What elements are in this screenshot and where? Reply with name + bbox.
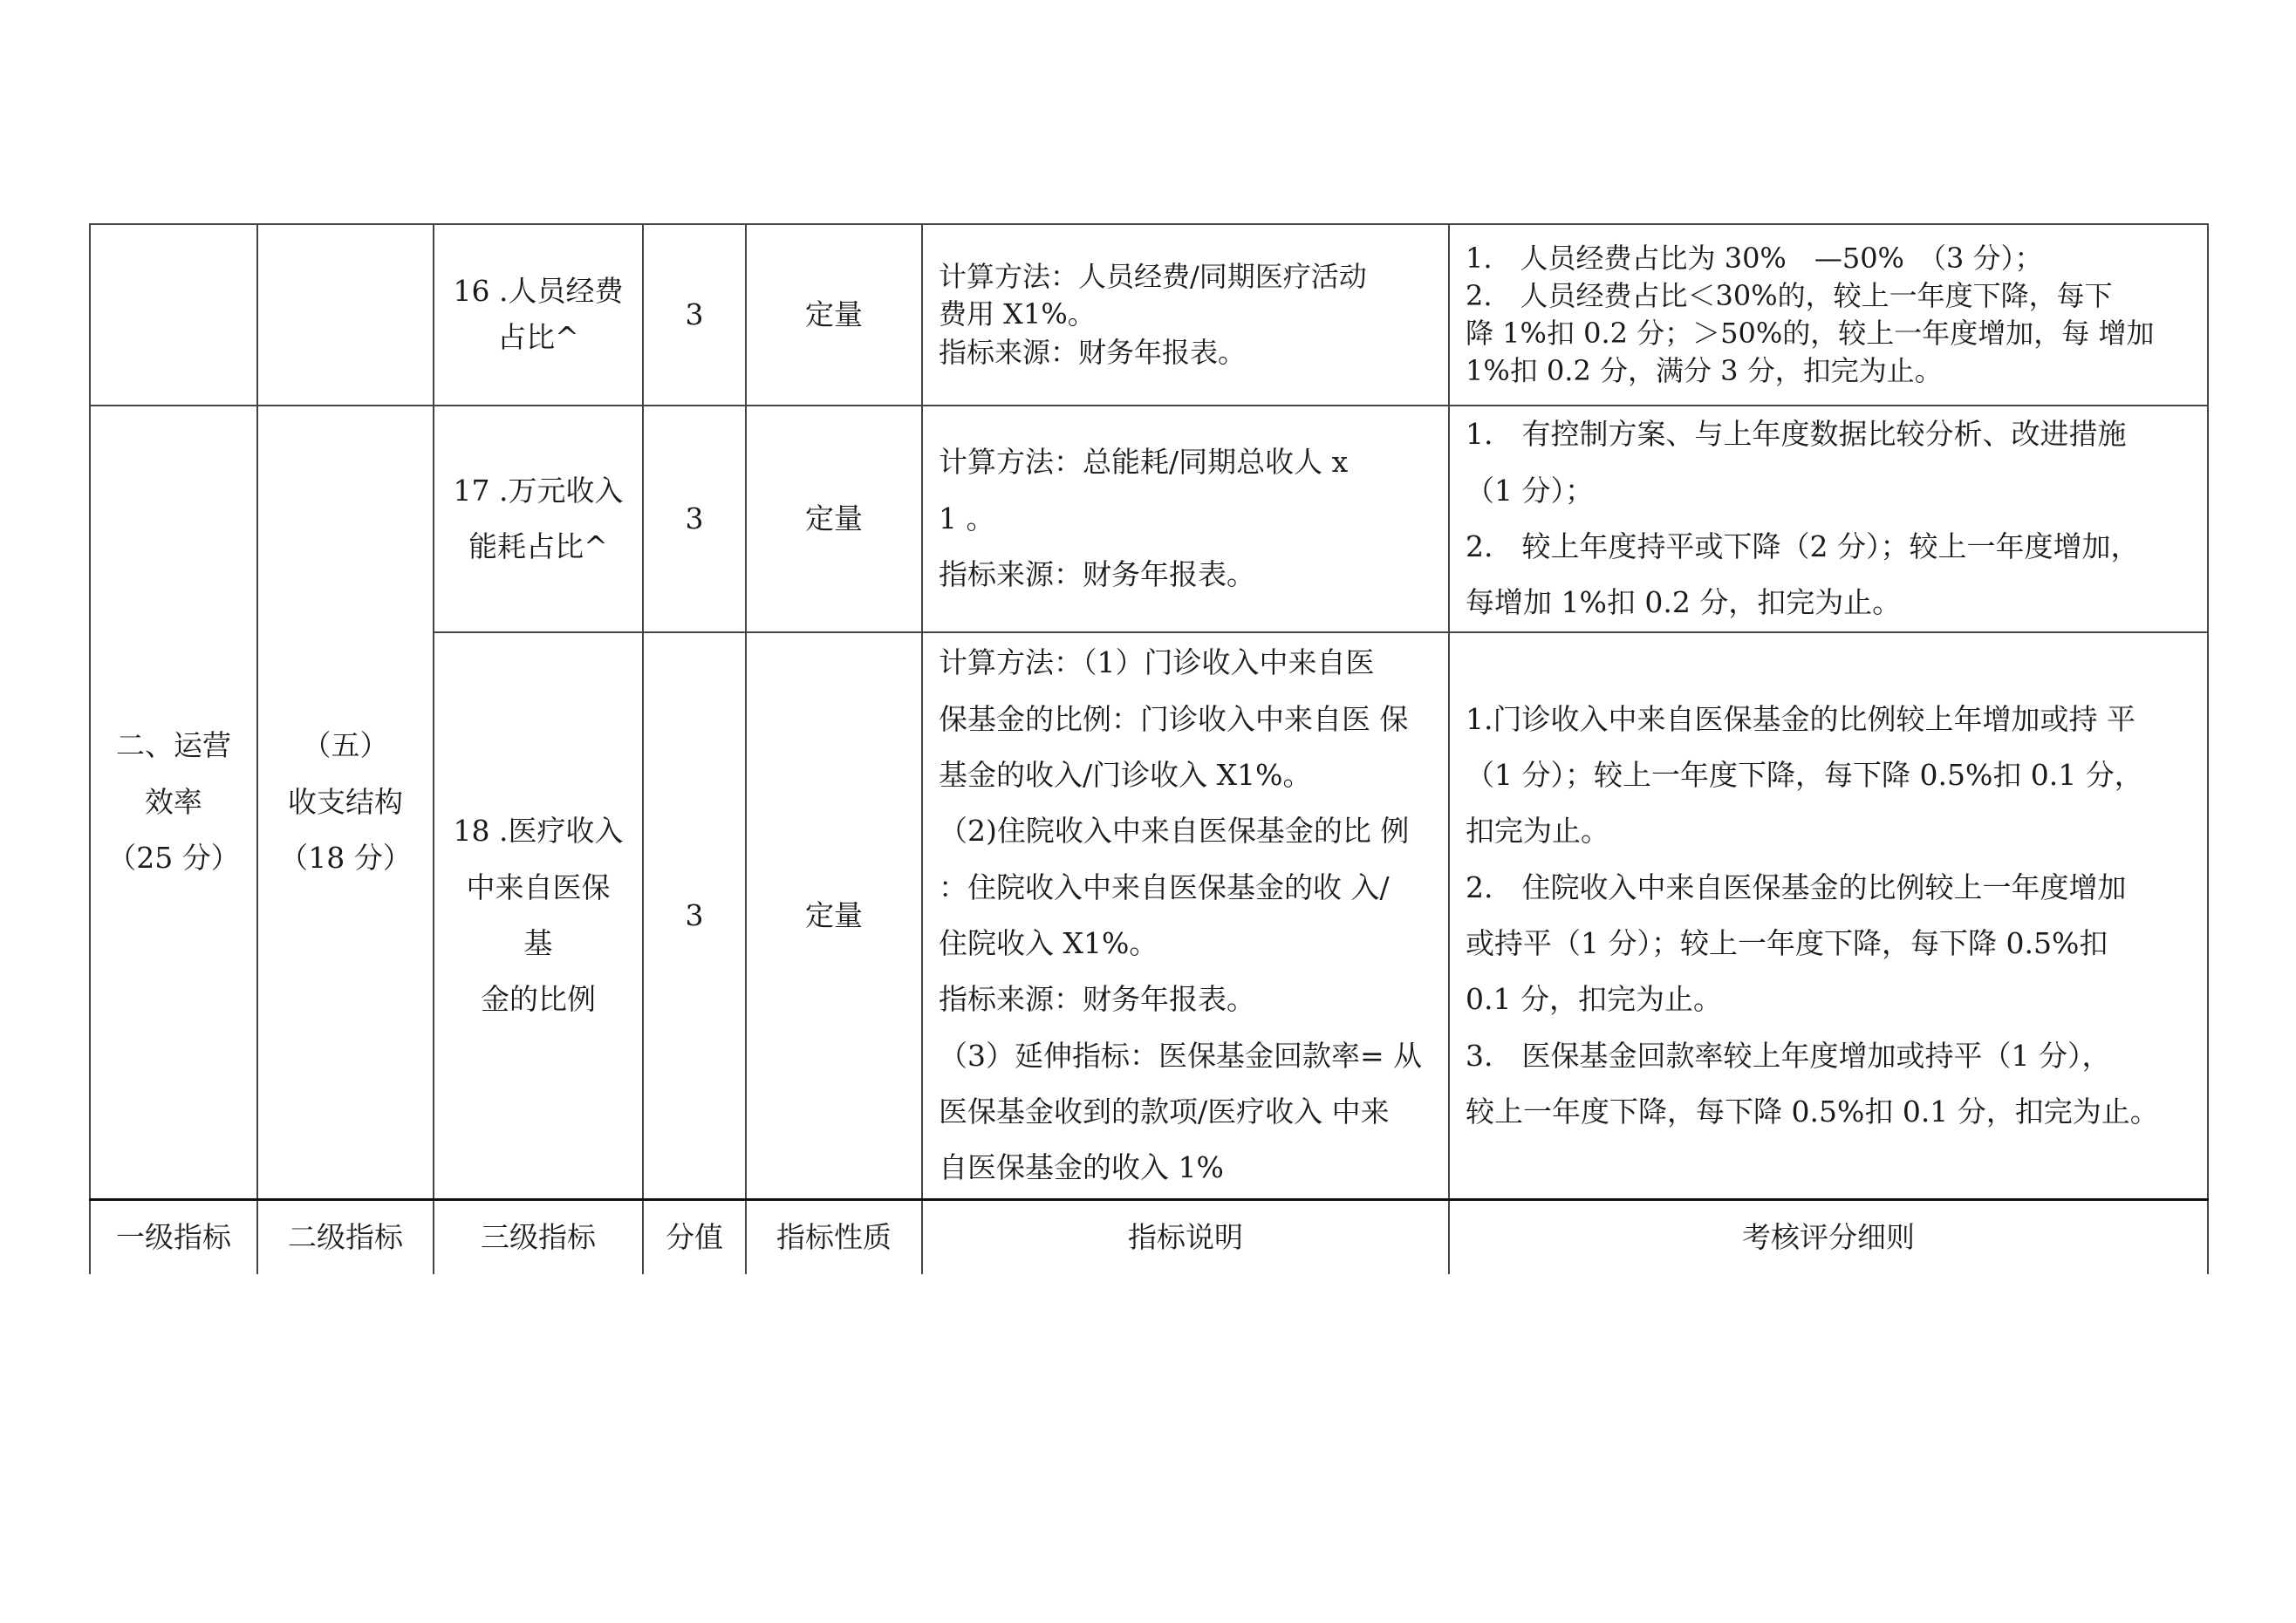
header-score: 分值 — [643, 1200, 746, 1275]
description-text: 费用 X1%。 — [939, 297, 1096, 331]
table-row — [90, 224, 2208, 406]
header-level1: 一级指标 — [90, 1200, 257, 1275]
level2-cell — [257, 406, 434, 1200]
description-text: 基金的收入/门诊收入 X1%。 — [939, 757, 1312, 792]
rules-text: 较上一年度下降，每下降 0.5%扣 0.1 分，扣完为止。 — [1466, 1095, 2159, 1129]
score-cell: 3 — [643, 224, 746, 406]
level1-cell — [90, 406, 257, 1200]
description-text: 医保基金收到的款项/医疗收入 中来 — [939, 1095, 1390, 1129]
level3-text: 16 .人员经费 — [453, 274, 624, 309]
table-header-row — [90, 1200, 2208, 1275]
indicator-table — [89, 223, 2209, 1274]
level2-text: （五） — [302, 728, 389, 763]
header-nature: 指标性质 — [746, 1200, 922, 1275]
level1-text: 效率 — [145, 784, 202, 819]
level3-cell — [434, 632, 643, 1200]
rules-text: 0.1 分，扣完为止。 — [1466, 982, 1722, 1017]
description-text: （2)住院收入中来自医保基金的比 例 — [939, 814, 1410, 849]
level1-text: （25 分） — [107, 841, 240, 876]
description-text: 计算方法：人员经费/同期医疗活动 — [939, 260, 1367, 294]
description-text: 住院收入 X1%。 — [939, 926, 1158, 960]
rules-cell — [1449, 632, 2208, 1200]
nature-cell: 定量 — [746, 632, 922, 1200]
level2-text: 收支结构 — [288, 784, 403, 819]
description-text: 保基金的比例：门诊收入中来自医 保 — [939, 701, 1409, 736]
rules-text: 1. 有控制方案、与上年度数据比较分析、改进措施 — [1466, 417, 2127, 452]
level1-cell-empty — [90, 224, 257, 406]
nature-cell: 定量 — [746, 224, 922, 406]
rules-text: 2. 住院收入中来自医保基金的比例较上一年度增加 — [1466, 869, 2127, 904]
description-text: 计算方法：（1）门诊收入中来自医 — [939, 645, 1375, 680]
level1-text: 二、运营 — [116, 728, 231, 763]
header-level3: 三级指标 — [434, 1200, 643, 1275]
description-text: 计算方法：总能耗/同期总收人 x — [939, 445, 1349, 480]
rules-cell — [1449, 406, 2208, 632]
level3-text: 能耗占比^ — [468, 529, 608, 563]
rules-text: 扣完为止。 — [1466, 814, 1609, 849]
description-text: 指标来源：财务年报表。 — [939, 557, 1255, 592]
description-text: 1 。 — [939, 501, 995, 535]
level3-text: 占比^ — [497, 320, 579, 354]
rules-text: 每增加 1%扣 0.2 分，扣完为止。 — [1466, 585, 1902, 620]
description-cell — [922, 632, 1449, 1200]
description-text: ：住院收入中来自医保基金的收 入/ — [939, 869, 1390, 904]
description-text: 指标来源：财务年报表。 — [939, 335, 1247, 369]
score-cell: 3 — [643, 632, 746, 1200]
description-text: （3）延伸指标：医保基金回款率= 从 — [939, 1038, 1423, 1073]
description-cell — [922, 406, 1449, 632]
rules-text: （1 分）； — [1466, 473, 1594, 508]
rules-text: 或持平（1 分）；较上一年度下降，每下降 0.5%扣 — [1466, 926, 2108, 960]
rules-text: （1 分）；较上一年度下降，每下降 0.5%扣 0.1 分， — [1466, 757, 2143, 792]
score-cell: 3 — [643, 406, 746, 632]
description-cell — [922, 224, 1449, 406]
description-text: 指标来源：财务年报表。 — [939, 982, 1255, 1017]
rules-text: 1%扣 0.2 分，满分 3 分，扣完为止。 — [1466, 354, 1943, 388]
level3-text: 17 .万元收入 — [453, 473, 624, 508]
level3-cell — [434, 224, 643, 406]
level3-text: 金的比例 — [481, 982, 596, 1017]
level3-cell — [434, 406, 643, 632]
nature-cell: 定量 — [746, 406, 922, 632]
rules-text: 3. 医保基金回款率较上年度增加或持平（1 分）， — [1466, 1038, 2111, 1073]
rules-text: 2. 人员经费占比＜30%的，较上一年度下降，每下 — [1466, 278, 2113, 312]
header-rules: 考核评分细则 — [1449, 1200, 2208, 1275]
rules-text: 2. 较上年度持平或下降（2 分）；较上一年度增加， — [1466, 529, 2140, 563]
rules-text: 降 1%扣 0.2 分；＞50%的，较上一年度增加，每 增加 — [1466, 317, 2155, 350]
level3-text: 18 .医疗收入 — [453, 814, 624, 849]
table-row — [90, 406, 2208, 632]
level2-cell-empty — [257, 224, 434, 406]
level2-text: （18 分） — [279, 841, 412, 876]
level3-text: 中来自医保 基 — [466, 869, 611, 960]
rules-text: 1.门诊收入中来自医保基金的比例较上年增加或持 平 — [1466, 701, 2135, 736]
rules-cell — [1449, 224, 2208, 406]
description-text: 自医保基金的收入 1% — [939, 1150, 1224, 1185]
rules-text: 1. 人员经费占比为 30% —50% （3 分）； — [1466, 241, 2043, 275]
header-level2: 二级指标 — [257, 1200, 434, 1275]
header-description: 指标说明 — [922, 1200, 1449, 1275]
indicator-table-page — [89, 223, 2207, 1282]
